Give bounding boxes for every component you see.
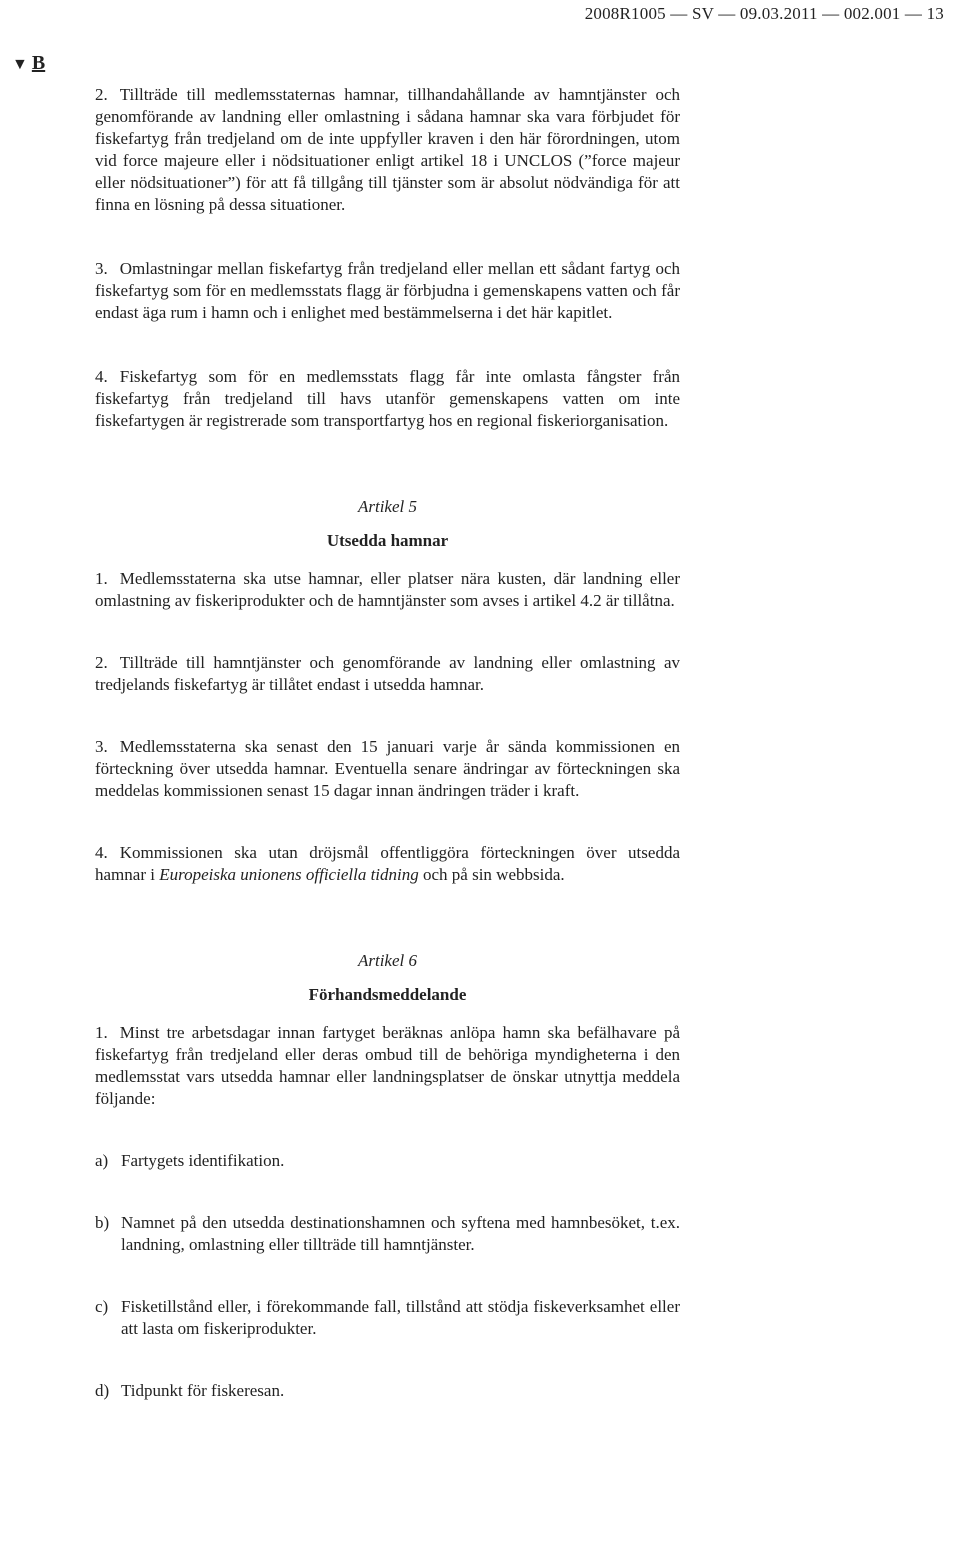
paragraph-art5-1: 1. Medlemsstaterna ska utse hamnar, eller platser nära kusten, där landning eller omlastning av fiskeriprodukter och de hamntjänster som avses i artikel 4.2 är tillåtna. — [95, 569, 680, 610]
list-item: c) Fisketillstånd eller, i förekommande fall, tillstånd att stödja fiskeverksamhet eller att lasta om fiskeriprodukter. — [95, 1297, 680, 1338]
document-body — [95, 84, 680, 1402]
paragraph-art5-2: 2. Tillträde till hamntjänster och genomförande av landning eller omlastning av tredjelands fiskefartyg är tillåtet endast i utsedda hamnar. — [95, 653, 680, 694]
list-item: b) Namnet på den utsedda destinationshamnen och syftena med hamnbesöket, t.ex. landning, omlastning eller tillträde till hamntjänster. — [95, 1213, 680, 1254]
triangle-down-icon: ▼ — [12, 56, 28, 73]
article-6-number: Artikel 6 — [357, 951, 417, 970]
article-5-number: Artikel 5 — [357, 497, 417, 516]
list-item: d) Tidpunkt för fiskeresan. — [95, 1381, 285, 1400]
paragraph-art5-3: 3. Medlemsstaterna ska senast den 15 januari varje år sända kommissionen en förteckning över utsedda hamnar. Eventuella senare ändringar av förteckningen ska meddelas kommissionen senast 15 dagar innan ändringen träder i kraft. — [95, 737, 680, 800]
article-6-title: Förhandsmeddelande — [308, 985, 467, 1004]
amendment-marker — [12, 52, 45, 75]
paragraph-art4-4: 4. Fiskefartyg som för en medlemsstats flagg får inte omlasta fångster från fiskefartyg från tredjeland till havs utanför gemenskapens vatten om inte fiskefartygen är registrerade som transportfartyg hos en regional fiskeriorganisation. — [95, 367, 680, 430]
page-header-reference: 2008R1005 — SV — 09.03.2011 — 002.001 — 13 — [584, 4, 944, 23]
paragraph-art5-4: 4. Kommissionen ska utan dröjsmål offentliggöra förteckningen över utsedda hamnar i Europeiska unionens officiella tidning och på sin webbsida. — [95, 843, 680, 884]
paragraph-art6-1: 1. Minst tre arbetsdagar innan fartyget beräknas anlöpa hamn ska befälhavare på fiskefartyg från tredjeland eller deras ombud till de behöriga myndigheterna i den medlemsstat vars utsedda hamnar eller landningsplatser de önskar utnyttja meddela följande: — [95, 1023, 680, 1108]
article-5-title: Utsedda hamnar — [326, 531, 449, 550]
official-journal-title: Europeiska unionens officiella tidning — [159, 865, 419, 884]
paragraph-art4-2: 2. Tillträde till medlemsstaternas hamnar, tillhandahållande av hamntjänster och genomförande av landning eller omlastning i sådana hamnar ska vara förbjudet för fiskefartyg från tredjeland om de inte uppfyller kraven i den här förordningen, utom vid force majeure eller i nödsituationer enligt artikel 18 i UNCLOS (”force majeur eller nödsituationer”) för att få tillgång till tjänster som är absolut nödvändiga för att finna en lösning på dessa situationer. — [95, 85, 680, 214]
paragraph-art4-3: 3. Omlastningar mellan fiskefartyg från tredjeland eller mellan ett sådant fartyg och fiskefartyg som för en medlemsstats flagg är förbjudna i gemenskapens vatten och får endast äga rum i hamn och i enlighet med bestämmelserna i det här kapitlet. — [95, 259, 680, 322]
marker-label: B — [31, 52, 46, 74]
list-item: a) Fartygets identifikation. — [95, 1151, 285, 1170]
